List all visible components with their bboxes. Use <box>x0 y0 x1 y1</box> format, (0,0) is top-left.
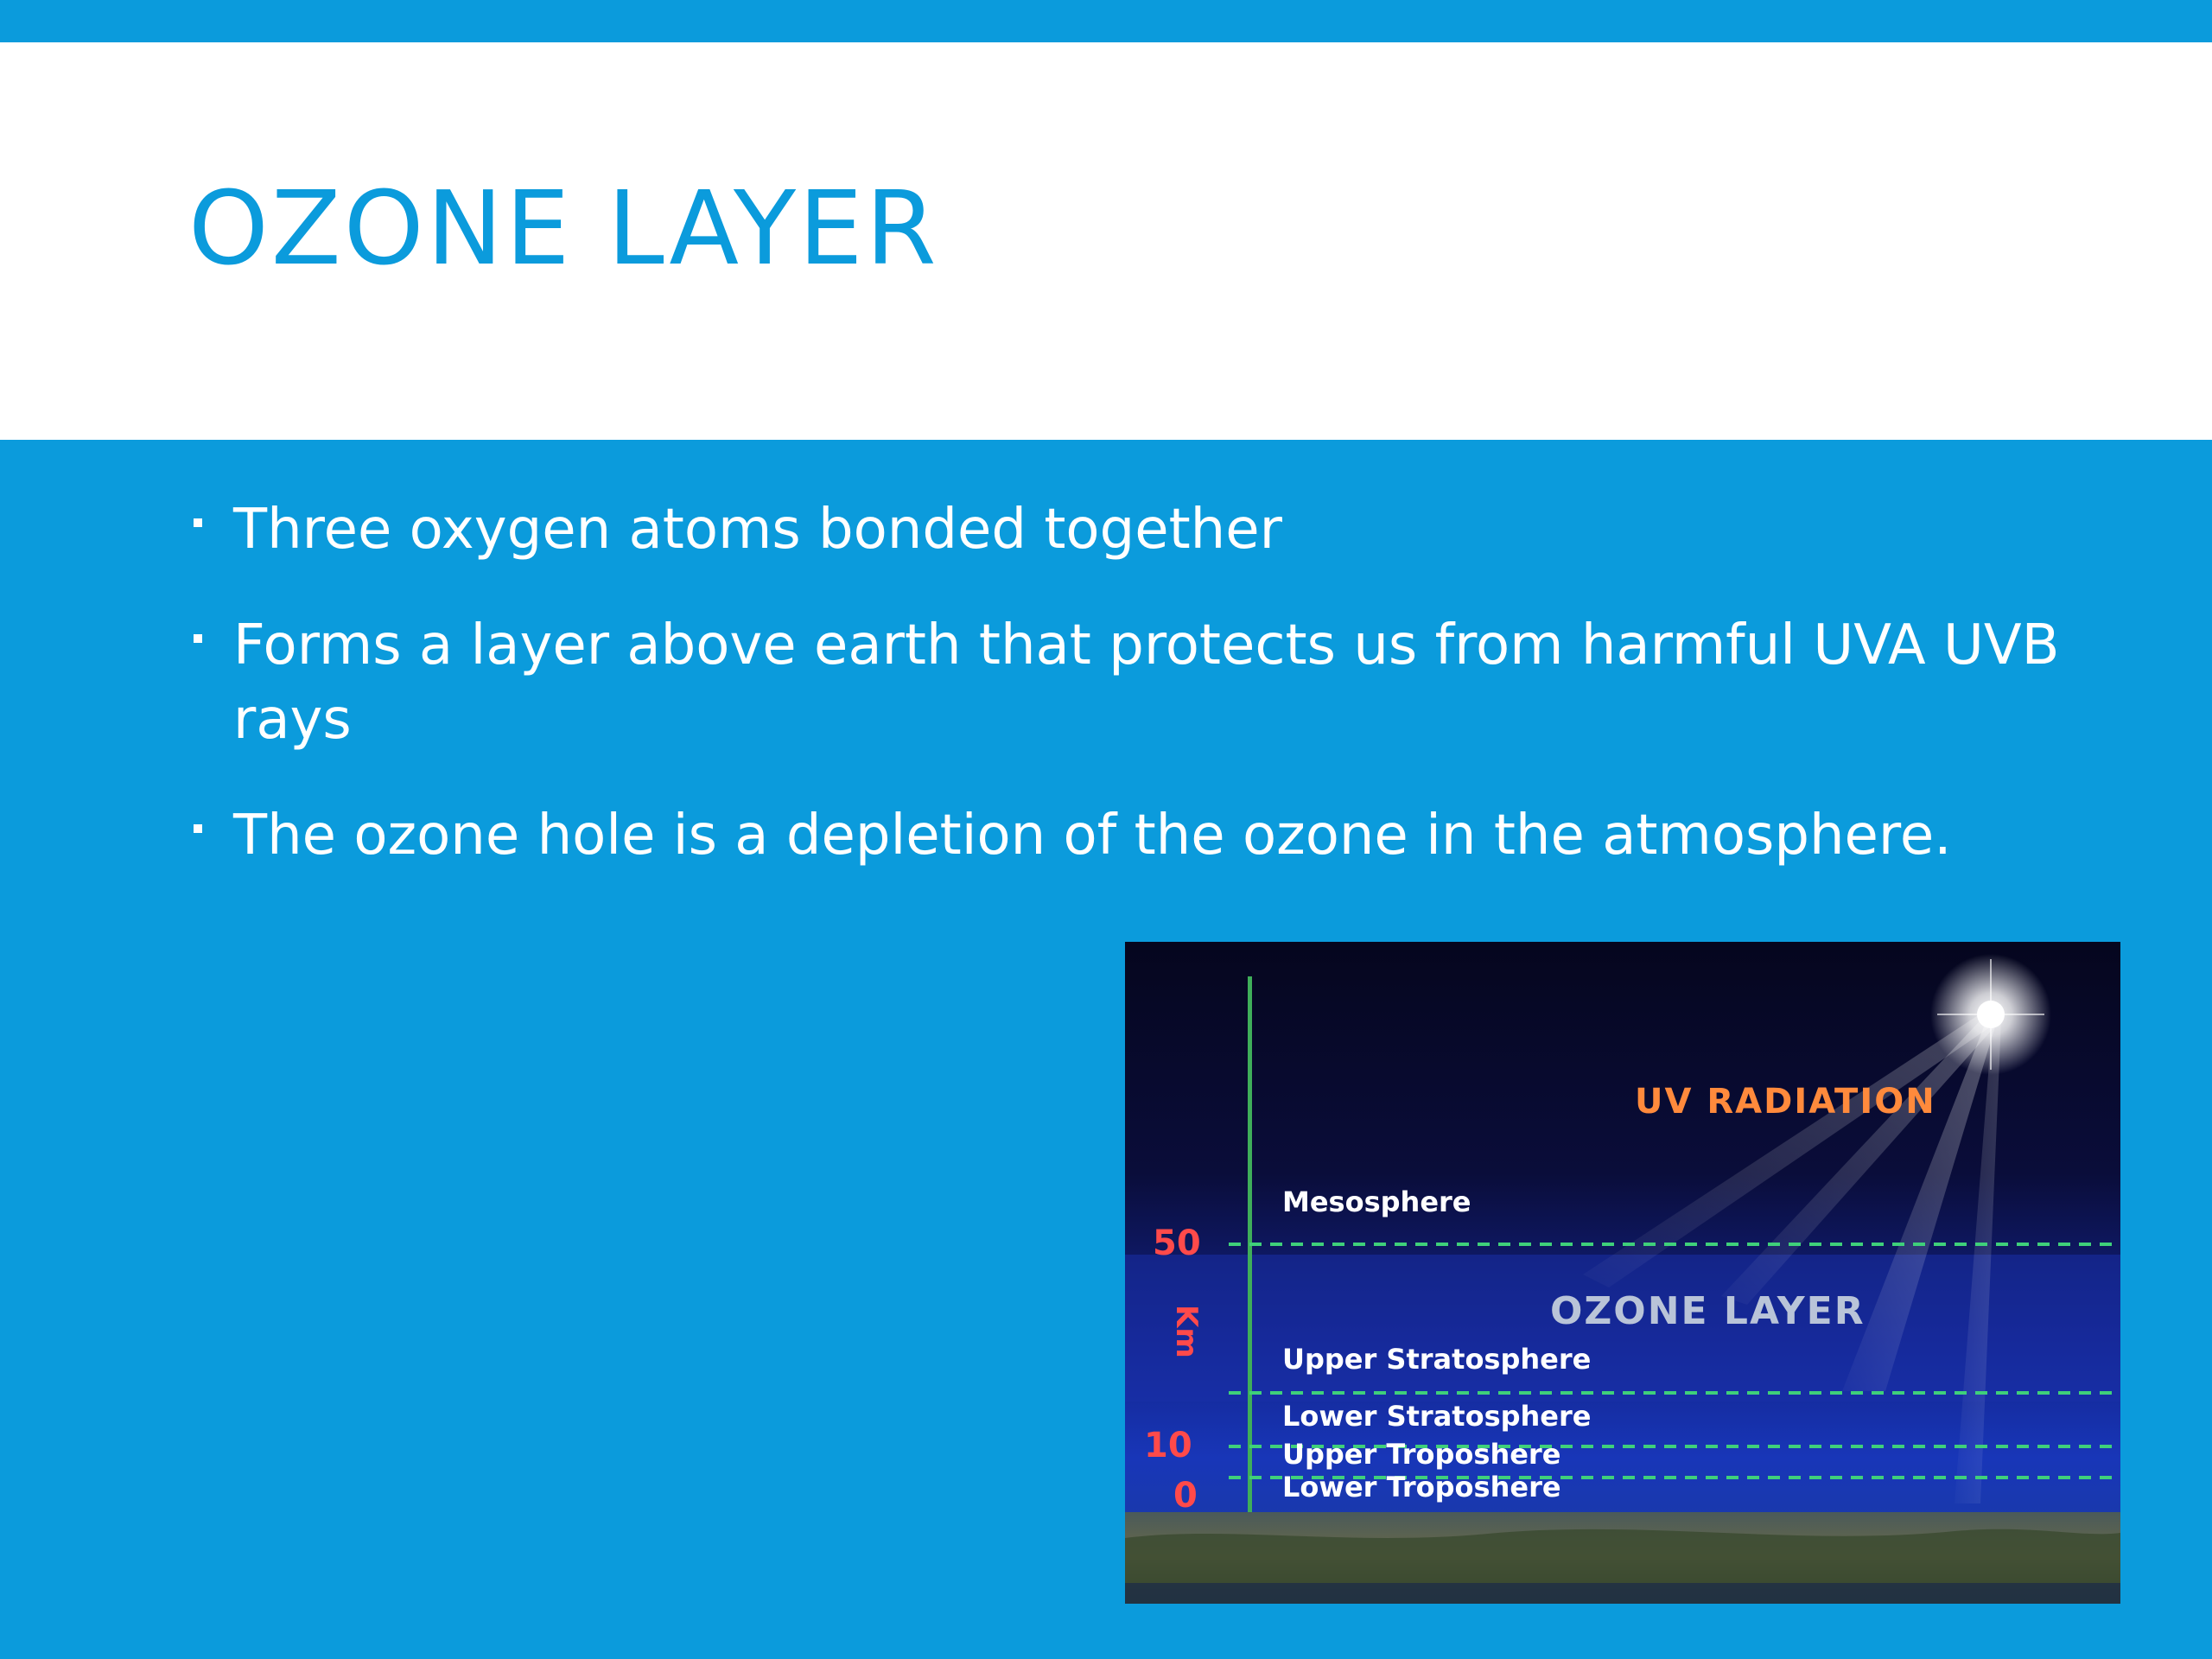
bullet-item <box>190 493 2091 567</box>
axis-tick-0: 0 <box>1173 1476 1198 1516</box>
bullet-text: Forms a layer above earth that protects us from harmful UVA UVB rays <box>233 613 2060 752</box>
lower-troposphere-label: Lower Troposhere <box>1282 1471 1561 1503</box>
axis-tick-10: 10 <box>1144 1426 1192 1465</box>
upper-troposphere-label: Upper Troposhere <box>1282 1438 1561 1471</box>
altitude-axis <box>1248 976 1252 1555</box>
ozone-diagram-svg <box>1125 942 2120 1604</box>
bullet-item <box>190 798 2091 873</box>
upper-stratosphere-label: Upper Stratosphere <box>1282 1343 1592 1376</box>
top-accent-bar <box>0 0 2212 42</box>
bullet-list <box>190 493 2091 914</box>
ozone-layer-diagram <box>1125 942 2120 1604</box>
lower-stratosphere-label: Lower Stratosphere <box>1282 1400 1592 1433</box>
bullet-square-icon <box>194 634 202 643</box>
ozone-layer-label: OZONE LAYER <box>1550 1289 1866 1333</box>
axis-tick-50: 50 <box>1153 1224 1201 1263</box>
bullet-text: The ozone hole is a depletion of the ozone in the atmosphere. <box>233 804 1952 868</box>
bullet-text: Three oxygen atoms bonded together <box>233 498 1282 562</box>
water <box>1125 1583 2120 1604</box>
slide-title: OZONE LAYER <box>188 168 939 288</box>
uv-radiation-label: UV RADIATION <box>1635 1082 1936 1122</box>
bullet-square-icon <box>194 824 202 833</box>
axis-unit-label: Km <box>1169 1305 1204 1358</box>
mesosphere-label: Mesosphere <box>1282 1185 1471 1218</box>
bullet-item <box>190 608 2091 757</box>
bullet-square-icon <box>194 518 202 527</box>
